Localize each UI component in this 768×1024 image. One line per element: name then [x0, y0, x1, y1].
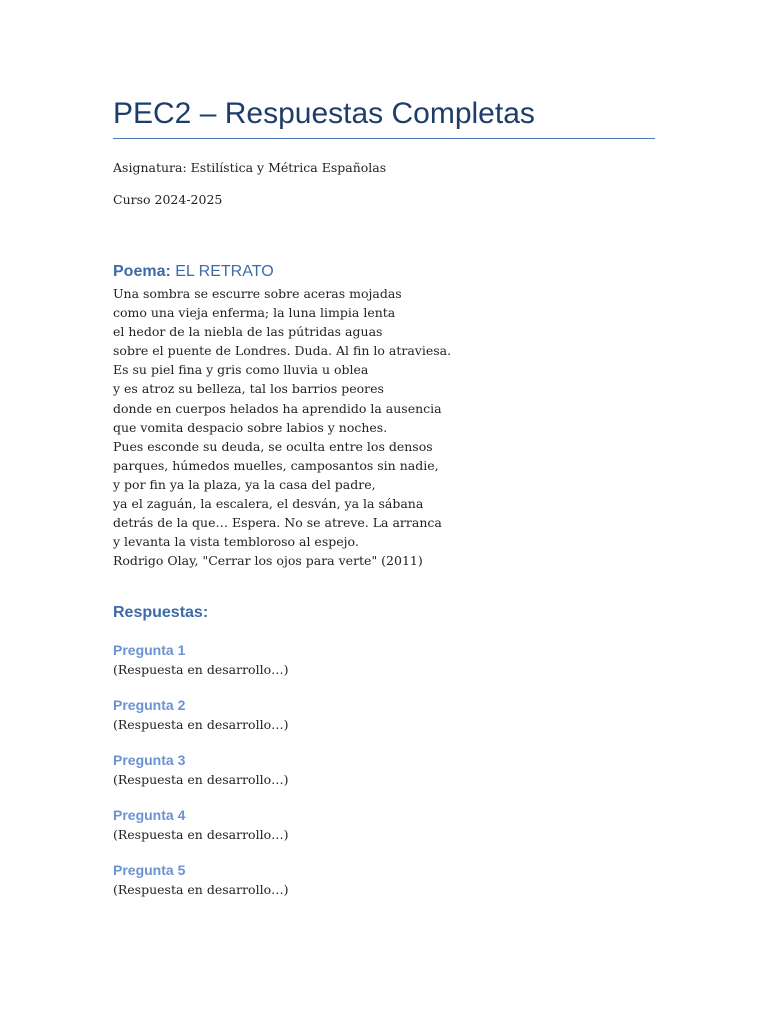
question-block — [113, 751, 655, 788]
poem-line: y por fin ya la plaza, ya la casa del padre, — [113, 476, 376, 492]
title-underline-rule — [113, 138, 655, 139]
poem-line: y es atroz su belleza, tal los barrios peores — [113, 381, 384, 397]
answers-heading: Respuestas: — [113, 604, 209, 622]
question-answer: (Respuesta en desarrollo…) — [113, 827, 289, 843]
poem-line: que vomita despacio sobre labios y noches. — [113, 419, 388, 435]
poem-body — [113, 284, 655, 570]
poem-line: detrás de la que… Espera. No se atreve. La arranca — [113, 515, 442, 531]
question-answer: (Respuesta en desarrollo…) — [113, 772, 289, 788]
poem-line: Es su piel fina y gris como lluvia u oblea — [113, 362, 369, 378]
question-block — [113, 861, 655, 898]
question-block — [113, 696, 655, 733]
poem-line: el hedor de la niebla de las pútridas aguas — [113, 324, 383, 340]
question-answer: (Respuesta en desarrollo…) — [113, 662, 289, 678]
question-answer: (Respuesta en desarrollo…) — [113, 717, 289, 733]
poem-heading-title: EL RETRATO — [175, 263, 274, 280]
course-line: Curso 2024-2025 — [113, 192, 223, 207]
poem-attribution: Rodrigo Olay, "Cerrar los ojos para verte" (2011) — [113, 553, 423, 569]
question-title: Pregunta 4 — [113, 807, 186, 824]
poem-line: Una sombra se escurre sobre aceras mojadas — [113, 286, 402, 301]
question-title: Pregunta 2 — [113, 697, 186, 714]
poem-line: sobre el puente de Londres. Duda. Al fin lo atraviesa. — [113, 343, 452, 359]
poem-line: Pues esconde su deuda, se oculta entre los densos — [113, 438, 433, 454]
question-title: Pregunta 1 — [113, 642, 186, 659]
question-block — [113, 641, 655, 678]
poem-line: y levanta la vista tembloroso al espejo. — [113, 534, 359, 550]
poem-heading — [113, 262, 655, 282]
question-title: Pregunta 3 — [113, 752, 186, 769]
subject-line: Asignatura: Estilística y Métrica Españolas — [113, 160, 387, 175]
poem-line: parques, húmedos muelles, camposantos sin nadie, — [113, 457, 439, 473]
poem-line: como una vieja enferma; la luna limpia lenta — [113, 305, 396, 321]
question-block — [113, 806, 655, 843]
question-answer: (Respuesta en desarrollo…) — [113, 882, 289, 898]
poem-line: ya el zaguán, la escalera, el desván, ya la sábana — [113, 496, 424, 512]
poem-heading-prefix: Poema: — [113, 263, 176, 280]
question-title: Pregunta 5 — [113, 862, 186, 879]
document-title: PEC2 – Respuestas Completas — [113, 97, 535, 130]
poem-line: donde en cuerpos helados ha aprendido la ausencia — [113, 400, 442, 416]
